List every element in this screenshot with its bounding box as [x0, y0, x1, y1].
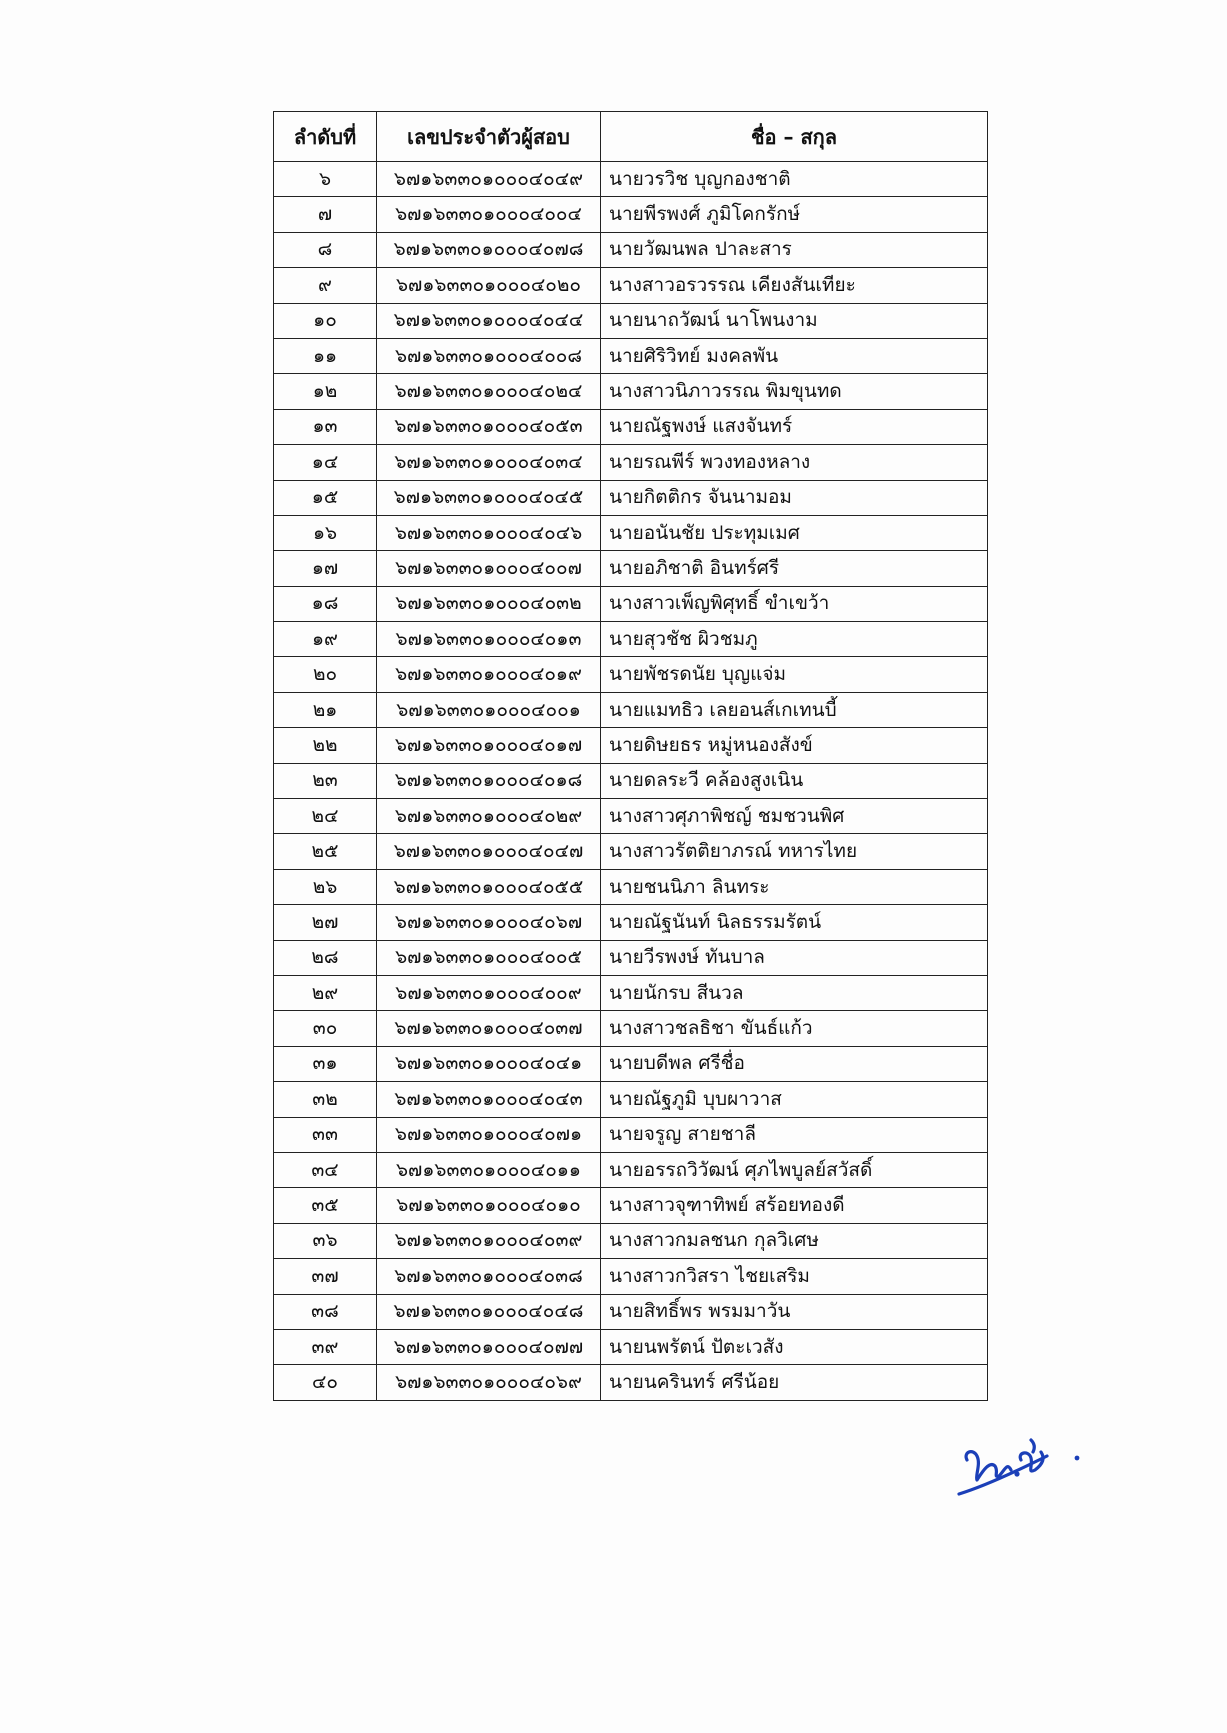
header-exam-id: เลขประจำตัวผู้สอบ [377, 112, 601, 162]
cell-exam-id: ๖๗๑๖๓๓๐๑๐๐๐๔๐๕๓ [377, 409, 601, 444]
table-row [274, 834, 988, 869]
table-row [274, 657, 988, 692]
cell-name: นางสาวจุฑาทิพย์ สร้อยทองดี [601, 1188, 988, 1223]
cell-exam-id: ๖๗๑๖๓๓๐๑๐๐๐๔๐๒๔ [377, 374, 601, 409]
cell-name: นางสาวอรวรรณ เคียงสันเทียะ [601, 268, 988, 303]
cell-no: ๑๕ [274, 480, 377, 515]
table-row [274, 374, 988, 409]
cell-no: ๓๖ [274, 1223, 377, 1258]
cell-exam-id: ๖๗๑๖๓๓๐๑๐๐๐๔๐๑๓ [377, 622, 601, 657]
cell-exam-id: ๖๗๑๖๓๓๐๑๐๐๐๔๐๑๘ [377, 763, 601, 798]
table-row [274, 940, 988, 975]
cell-no: ๓๕ [274, 1188, 377, 1223]
cell-name: นายอนันชัย ประทุมเมศ [601, 515, 988, 550]
table-row [274, 303, 988, 338]
table-row [274, 975, 988, 1010]
header-no: ลำดับที่ [274, 112, 377, 162]
cell-no: ๒๘ [274, 940, 377, 975]
table-row [274, 728, 988, 763]
table-row [274, 692, 988, 727]
table-row [274, 1329, 988, 1364]
cell-name: นายณัฐพงษ์ แสงจันทร์ [601, 409, 988, 444]
table-row [274, 1188, 988, 1223]
cell-no: ๓๓ [274, 1117, 377, 1152]
cell-name: นายอรรถวิวัฒน์ ศุภไพบูลย์สวัสดิ์ [601, 1152, 988, 1187]
cell-exam-id: ๖๗๑๖๓๓๐๑๐๐๐๔๐๐๔ [377, 197, 601, 232]
cell-no: ๓๒ [274, 1082, 377, 1117]
cell-exam-id: ๖๗๑๖๓๓๐๑๐๐๐๔๐๕๕ [377, 869, 601, 904]
table-body [274, 162, 988, 1401]
cell-exam-id: ๖๗๑๖๓๓๐๑๐๐๐๔๐๐๗ [377, 551, 601, 586]
cell-no: ๒๒ [274, 728, 377, 763]
cell-exam-id: ๖๗๑๖๓๓๐๑๐๐๐๔๐๔๔ [377, 303, 601, 338]
cell-no: ๒๕ [274, 834, 377, 869]
cell-no: ๑๓ [274, 409, 377, 444]
cell-name: นายนพรัตน์ ปัตะเวสัง [601, 1329, 988, 1364]
cell-no: ๓๔ [274, 1152, 377, 1187]
cell-name: นายกิตติกร จันนามอม [601, 480, 988, 515]
table-row [274, 799, 988, 834]
cell-no: ๑๑ [274, 338, 377, 373]
table-row [274, 905, 988, 940]
cell-no: ๒๑ [274, 692, 377, 727]
cell-exam-id: ๖๗๑๖๓๓๐๑๐๐๐๔๐๑๙ [377, 657, 601, 692]
cell-no: ๓๑ [274, 1046, 377, 1081]
cell-name: นายนาถวัฒน์ นาโพนงาม [601, 303, 988, 338]
cell-exam-id: ๖๗๑๖๓๓๐๑๐๐๐๔๐๖๙ [377, 1365, 601, 1400]
cell-name: นายวรวิช บุญกองชาติ [601, 162, 988, 197]
cell-exam-id: ๖๗๑๖๓๓๐๑๐๐๐๔๐๔๘ [377, 1294, 601, 1329]
cell-exam-id: ๖๗๑๖๓๓๐๑๐๐๐๔๐๔๕ [377, 480, 601, 515]
cell-exam-id: ๖๗๑๖๓๓๐๑๐๐๐๔๐๗๑ [377, 1117, 601, 1152]
cell-name: นางสาวศุภาพิชญ์ ชมชวนพิศ [601, 799, 988, 834]
cell-no: ๙ [274, 268, 377, 303]
cell-name: นางสาวกวิสรา ไชยเสริม [601, 1259, 988, 1294]
cell-name: นายรณพีร์ พวงทองหลาง [601, 445, 988, 480]
table-row [274, 1011, 988, 1046]
cell-no: ๑๐ [274, 303, 377, 338]
table-row [274, 1046, 988, 1081]
cell-exam-id: ๖๗๑๖๓๓๐๑๐๐๐๔๐๔๗ [377, 834, 601, 869]
cell-no: ๑๔ [274, 445, 377, 480]
table-row [274, 232, 988, 267]
cell-no: ๗ [274, 197, 377, 232]
cell-name: นายพัชรดนัย บุญแจ่ม [601, 657, 988, 692]
cell-no: ๓๘ [274, 1294, 377, 1329]
cell-exam-id: ๖๗๑๖๓๓๐๑๐๐๐๔๐๔๙ [377, 162, 601, 197]
table-row [274, 1259, 988, 1294]
table-row [274, 869, 988, 904]
table-row [274, 515, 988, 550]
cell-no: ๖ [274, 162, 377, 197]
cell-no: ๘ [274, 232, 377, 267]
table-row [274, 338, 988, 373]
cell-name: นายนักรบ สีนวล [601, 975, 988, 1010]
table-row [274, 622, 988, 657]
cell-name: นายนครินทร์ ศรีน้อย [601, 1365, 988, 1400]
cell-name: นายวีรพงษ์ ทันบาล [601, 940, 988, 975]
table-row [274, 162, 988, 197]
cell-exam-id: ๖๗๑๖๓๓๐๑๐๐๐๔๐๖๗ [377, 905, 601, 940]
table-row [274, 1294, 988, 1329]
table-row [274, 445, 988, 480]
table-row [274, 480, 988, 515]
cell-name: นางสาวชลธิชา ขันธ์แก้ว [601, 1011, 988, 1046]
cell-name: นายบดีพล ศรีชื่อ [601, 1046, 988, 1081]
cell-exam-id: ๖๗๑๖๓๓๐๑๐๐๐๔๐๓๘ [377, 1259, 601, 1294]
table-row [274, 1082, 988, 1117]
cell-no: ๓๙ [274, 1329, 377, 1364]
cell-exam-id: ๖๗๑๖๓๓๐๑๐๐๐๔๐๐๘ [377, 338, 601, 373]
cell-name: นางสาวกมลชนก กุลวิเศษ [601, 1223, 988, 1258]
cell-name: นางสาวรัตติยาภรณ์ ทหารไทย [601, 834, 988, 869]
table-row [274, 1223, 988, 1258]
cell-name: นายสิทธิ์พร พรมมาวัน [601, 1294, 988, 1329]
table-row [274, 763, 988, 798]
cell-no: ๒๙ [274, 975, 377, 1010]
cell-exam-id: ๖๗๑๖๓๓๐๑๐๐๐๔๐๔๓ [377, 1082, 601, 1117]
cell-no: ๒๗ [274, 905, 377, 940]
cell-no: ๑๘ [274, 586, 377, 621]
cell-exam-id: ๖๗๑๖๓๓๐๑๐๐๐๔๐๓๙ [377, 1223, 601, 1258]
cell-exam-id: ๖๗๑๖๓๓๐๑๐๐๐๔๐๒๐ [377, 268, 601, 303]
cell-exam-id: ๖๗๑๖๓๓๐๑๐๐๐๔๐๑๗ [377, 728, 601, 763]
header-name: ชื่อ – สกุล [601, 112, 988, 162]
cell-name: นายดิษยธร หมู่หนองสังข์ [601, 728, 988, 763]
cell-name: นายณัฐนันท์ นิลธรรมรัตน์ [601, 905, 988, 940]
cell-no: ๔๐ [274, 1365, 377, 1400]
table-row [274, 1152, 988, 1187]
cell-name: นายดลระวี คล้องสูงเนิน [601, 763, 988, 798]
cell-name: นายอภิชาติ อินทร์ศรี [601, 551, 988, 586]
cell-exam-id: ๖๗๑๖๓๓๐๑๐๐๐๔๐๔๖ [377, 515, 601, 550]
cell-exam-id: ๖๗๑๖๓๓๐๑๐๐๐๔๐๔๑ [377, 1046, 601, 1081]
cell-name: นางสาวนิภาวรรณ พิมขุนทด [601, 374, 988, 409]
cell-name: นางสาวเพ็ญพิศุทธิ์ ขำเขว้า [601, 586, 988, 621]
cell-no: ๓๗ [274, 1259, 377, 1294]
cell-exam-id: ๖๗๑๖๓๓๐๑๐๐๐๔๐๓๗ [377, 1011, 601, 1046]
candidate-table [273, 111, 988, 1401]
cell-no: ๒๖ [274, 869, 377, 904]
cell-name: นายชนนิภา ลินทระ [601, 869, 988, 904]
cell-exam-id: ๖๗๑๖๓๓๐๑๐๐๐๔๐๐๑ [377, 692, 601, 727]
table-header-row [274, 112, 988, 162]
cell-no: ๒๓ [274, 763, 377, 798]
cell-name: นายแมทธิว เลยอนส์เกเทนบี้ [601, 692, 988, 727]
cell-exam-id: ๖๗๑๖๓๓๐๑๐๐๐๔๐๐๙ [377, 975, 601, 1010]
cell-exam-id: ๖๗๑๖๓๓๐๑๐๐๐๔๐๐๕ [377, 940, 601, 975]
cell-exam-id: ๖๗๑๖๓๓๐๑๐๐๐๔๐๑๑ [377, 1152, 601, 1187]
cell-no: ๓๐ [274, 1011, 377, 1046]
cell-no: ๑๙ [274, 622, 377, 657]
table-row [274, 1365, 988, 1400]
cell-exam-id: ๖๗๑๖๓๓๐๑๐๐๐๔๐๒๙ [377, 799, 601, 834]
cell-exam-id: ๖๗๑๖๓๓๐๑๐๐๐๔๐๗๗ [377, 1329, 601, 1364]
cell-name: นายจรูญ สายชาลี [601, 1117, 988, 1152]
table-row [274, 586, 988, 621]
table-row [274, 1117, 988, 1152]
cell-no: ๑๖ [274, 515, 377, 550]
cell-no: ๑๗ [274, 551, 377, 586]
cell-name: นายศิริวิทย์ มงคลพัน [601, 338, 988, 373]
table-row [274, 268, 988, 303]
handwritten-initials [955, 1430, 1105, 1510]
cell-name: นายพีรพงศ์ ภูมิโคกรักษ์ [601, 197, 988, 232]
table-row [274, 197, 988, 232]
cell-exam-id: ๖๗๑๖๓๓๐๑๐๐๐๔๐๓๒ [377, 586, 601, 621]
table-row [274, 409, 988, 444]
cell-no: ๒๔ [274, 799, 377, 834]
cell-name: นายวัฒนพล ปาละสาร [601, 232, 988, 267]
cell-exam-id: ๖๗๑๖๓๓๐๑๐๐๐๔๐๗๘ [377, 232, 601, 267]
cell-name: นายสุวชัช ผิวชมภู [601, 622, 988, 657]
cell-no: ๒๐ [274, 657, 377, 692]
table-row [274, 551, 988, 586]
cell-no: ๑๒ [274, 374, 377, 409]
cell-name: นายณัฐภูมิ บุบผาวาส [601, 1082, 988, 1117]
cell-exam-id: ๖๗๑๖๓๓๐๑๐๐๐๔๐๓๔ [377, 445, 601, 480]
cell-exam-id: ๖๗๑๖๓๓๐๑๐๐๐๔๐๑๐ [377, 1188, 601, 1223]
